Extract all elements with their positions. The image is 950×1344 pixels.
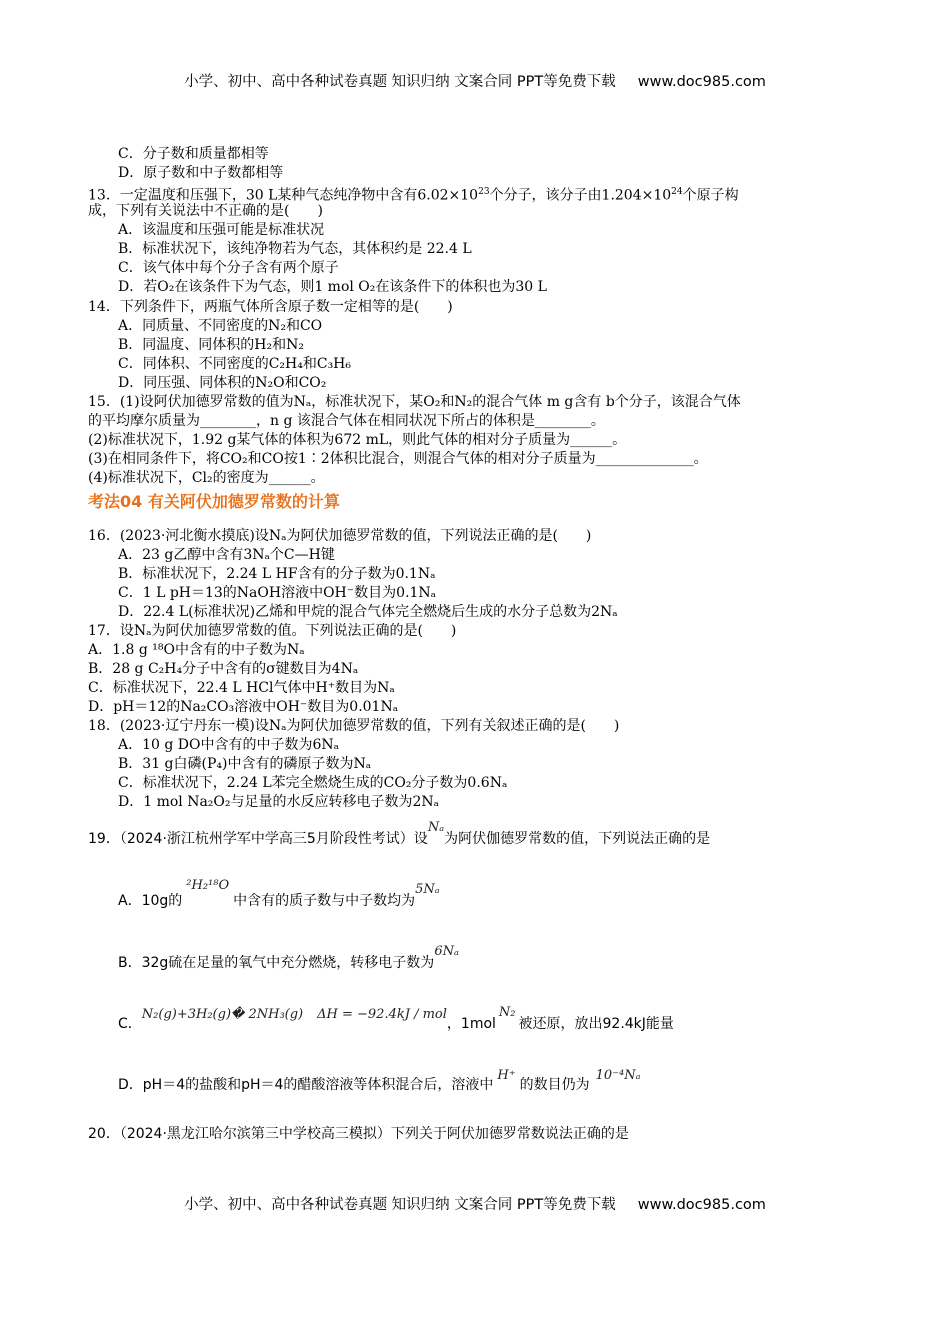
header-url[interactable]: www.doc985.com bbox=[637, 74, 766, 90]
q14-option-b: B．同温度、同体积的H₂和N₂ bbox=[118, 337, 304, 353]
q14-option-c: C．同体积、不同密度的C₂H₄和C₃H₆ bbox=[118, 356, 352, 372]
q15-line-4: (3)在相同条件下，将CO₂和CO按1∶2体积比混合，则混合气体的相对分子质量为______________。 bbox=[88, 451, 708, 467]
q19-option-a bbox=[118, 878, 440, 911]
q16-option-d: D．22.4 L(标准状况)乙烯和甲烷的混合气体完全燃烧后生成的水分子总数为2Nₐ bbox=[118, 604, 618, 620]
q17-option-c: C．标准状况下，22.4 L HCl气体中H⁺数目为Nₐ bbox=[88, 680, 395, 696]
q19-c-label: C． bbox=[118, 1016, 142, 1032]
q19-a-value: 5Nₐ bbox=[415, 882, 440, 897]
q19-stem-a: 19．（2024·浙江杭州学军中学高三5月阶段性考试）设 bbox=[88, 831, 428, 847]
q18-option-a: A．10 g DO中含有的中子数为6Nₐ bbox=[118, 737, 340, 753]
q13-option-d: D．若O₂在该条件下为气态，则1 mol O₂在该条件下的体积也为30 L bbox=[118, 279, 547, 295]
q13-stem-part: 13．一定温度和压强下，30 L某种气态纯净物中含有6.02×10 bbox=[88, 187, 479, 204]
q19-option-b bbox=[118, 944, 459, 973]
q17-stem: 17．设Nₐ为阿伏加德罗常数的值。下列说法正确的是( ) bbox=[88, 623, 457, 639]
q19-stem bbox=[88, 820, 711, 849]
q13-option-c: C．该气体中每个分子含有两个原子 bbox=[118, 260, 339, 276]
q17-option-a: A．1.8 g ¹⁸O中含有的中子数为Nₐ bbox=[88, 642, 305, 658]
section-title: 考法04 有关阿伏加德罗常数的计算 bbox=[88, 492, 340, 511]
q17-option-d: D．pH＝12的Na₂CO₃溶液中OH⁻数目为0.01Nₐ bbox=[88, 699, 399, 715]
page-header bbox=[0, 70, 950, 91]
q19-a-text-b: 中含有的质子数与中子数均为 bbox=[233, 893, 416, 909]
q19-stem-b: 为阿伏伽德罗常数的值，下列说法正确的是 bbox=[444, 831, 711, 847]
q19-d-h-ion: H⁺ bbox=[497, 1068, 516, 1083]
q13-exp2: 24 bbox=[671, 187, 683, 197]
q19-d-value: 10⁻⁴Nₐ bbox=[595, 1068, 641, 1083]
q19-c-text-b: 被还原，放出92.4kJ能量 bbox=[518, 1016, 674, 1032]
q14-stem: 14．下列条件下，两瓶气体所含原子数一定相等的是( ) bbox=[88, 299, 453, 315]
q19-na-symbol: Nₐ bbox=[427, 820, 445, 835]
q19-b-text: B．32g硫在足量的氧气中充分燃烧，转移电子数为 bbox=[118, 955, 435, 971]
q14-option-d: D．同压强、同体积的N₂O和CO₂ bbox=[118, 375, 327, 391]
q19-c-equation: N₂(g)+3H₂(g)� 2NH₃(g) bbox=[141, 1007, 304, 1022]
q13-option-b: B．标准状况下，该纯净物若为气态，其体积约是 22.4 L bbox=[118, 241, 472, 257]
q15-line-3: (2)标准状况下，1.92 g某气体的体积为672 mL，则此气体的相对分子质量为______。 bbox=[88, 432, 627, 448]
q19-a-text: A．10g的 bbox=[118, 893, 183, 909]
q16-option-b: B．标准状况下，2.24 L HF含有的分子数为0.1Nₐ bbox=[118, 566, 436, 582]
q20-stem: 20．（2024·黑龙江哈尔滨第三中学校高三模拟）下列关于阿伏加德罗常数说法正确的是 bbox=[88, 1126, 629, 1142]
q15-line-2: 的平均摩尔质量为________，n g 该混合气体在相同状况下所占的体积是________。 bbox=[88, 413, 605, 429]
q12-option-d: D．原子数和中子数都相等 bbox=[118, 165, 284, 181]
q13-exp1: 23 bbox=[478, 187, 490, 197]
q19-option-c bbox=[118, 1005, 674, 1034]
q18-option-b: B．31 g白磷(P₄)中含有的磷原子数为Nₐ bbox=[118, 756, 372, 772]
q16-stem: 16．(2023·河北衡水摸底)设Nₐ为阿伏加德罗常数的值，下列说法正确的是( ) bbox=[88, 528, 592, 544]
q17-option-b: B．28 g C₂H₄分子中含有的σ键数目为4Nₐ bbox=[88, 661, 359, 677]
q18-stem: 18．(2023·辽宁丹东一模)设Nₐ为阿伏加德罗常数的值，下列有关叙述正确的是( ) bbox=[88, 718, 620, 734]
q19-c-n2: N₂ bbox=[498, 1005, 516, 1020]
header-text: 小学、初中、高中各种试卷真题 知识归纳 文案合同 PPT等免费下载 bbox=[184, 74, 616, 90]
q16-option-a: A．23 g乙醇中含有3Nₐ个C—H键 bbox=[118, 547, 335, 563]
q19-c-enthalpy: ΔH = −92.4kJ / mol bbox=[317, 1007, 447, 1022]
q19-b-value: 6Nₐ bbox=[434, 944, 459, 959]
q13-option-a: A．该温度和压强可能是标准状况 bbox=[118, 222, 325, 238]
footer-text: 小学、初中、高中各种试卷真题 知识归纳 文案合同 PPT等免费下载 bbox=[184, 1197, 616, 1213]
q19-d-text-b: 的数目仍为 bbox=[519, 1077, 590, 1093]
q13-stem-part: 个原子构 bbox=[682, 187, 739, 204]
q14-option-a: A．同质量、不同密度的N₂和CO bbox=[118, 318, 323, 334]
q12-option-c: C．分子数和质量都相等 bbox=[118, 146, 269, 162]
q19-c-text: ，1mol bbox=[446, 1016, 496, 1032]
q18-option-d: D．1 mol Na₂O₂与足量的水反应转移电子数为2Nₐ bbox=[118, 794, 440, 810]
q13-stem-part: 个分子，该分子由1.204×10 bbox=[489, 187, 672, 204]
q15-line-5: (4)标准状况下，Cl₂的密度为______。 bbox=[88, 470, 325, 486]
q15-line-1: 15．(1)设阿伏加德罗常数的值为Nₐ，标准状况下，某O₂和N₂的混合气体 m g含有 b个分子，该混合气体 bbox=[88, 394, 741, 410]
q18-option-c: C．标准状况下，2.24 L苯完全燃烧生成的CO₂分子数为0.6Nₐ bbox=[118, 775, 508, 791]
footer-url[interactable]: www.doc985.com bbox=[637, 1197, 766, 1213]
q16-option-c: C．1 L pH＝13的NaOH溶液中OH⁻数目为0.1Nₐ bbox=[118, 585, 437, 601]
q19-d-text: D．pH＝4的盐酸和pH＝4的醋酸溶液等体积混合后，溶液中 bbox=[118, 1077, 494, 1093]
q19-option-d bbox=[118, 1068, 641, 1095]
page-footer bbox=[0, 1193, 950, 1214]
q19-a-formula: ²H₂¹⁸O bbox=[186, 878, 230, 893]
q13-stem-2: 成，下列有关说法中不正确的是( ) bbox=[88, 203, 323, 219]
